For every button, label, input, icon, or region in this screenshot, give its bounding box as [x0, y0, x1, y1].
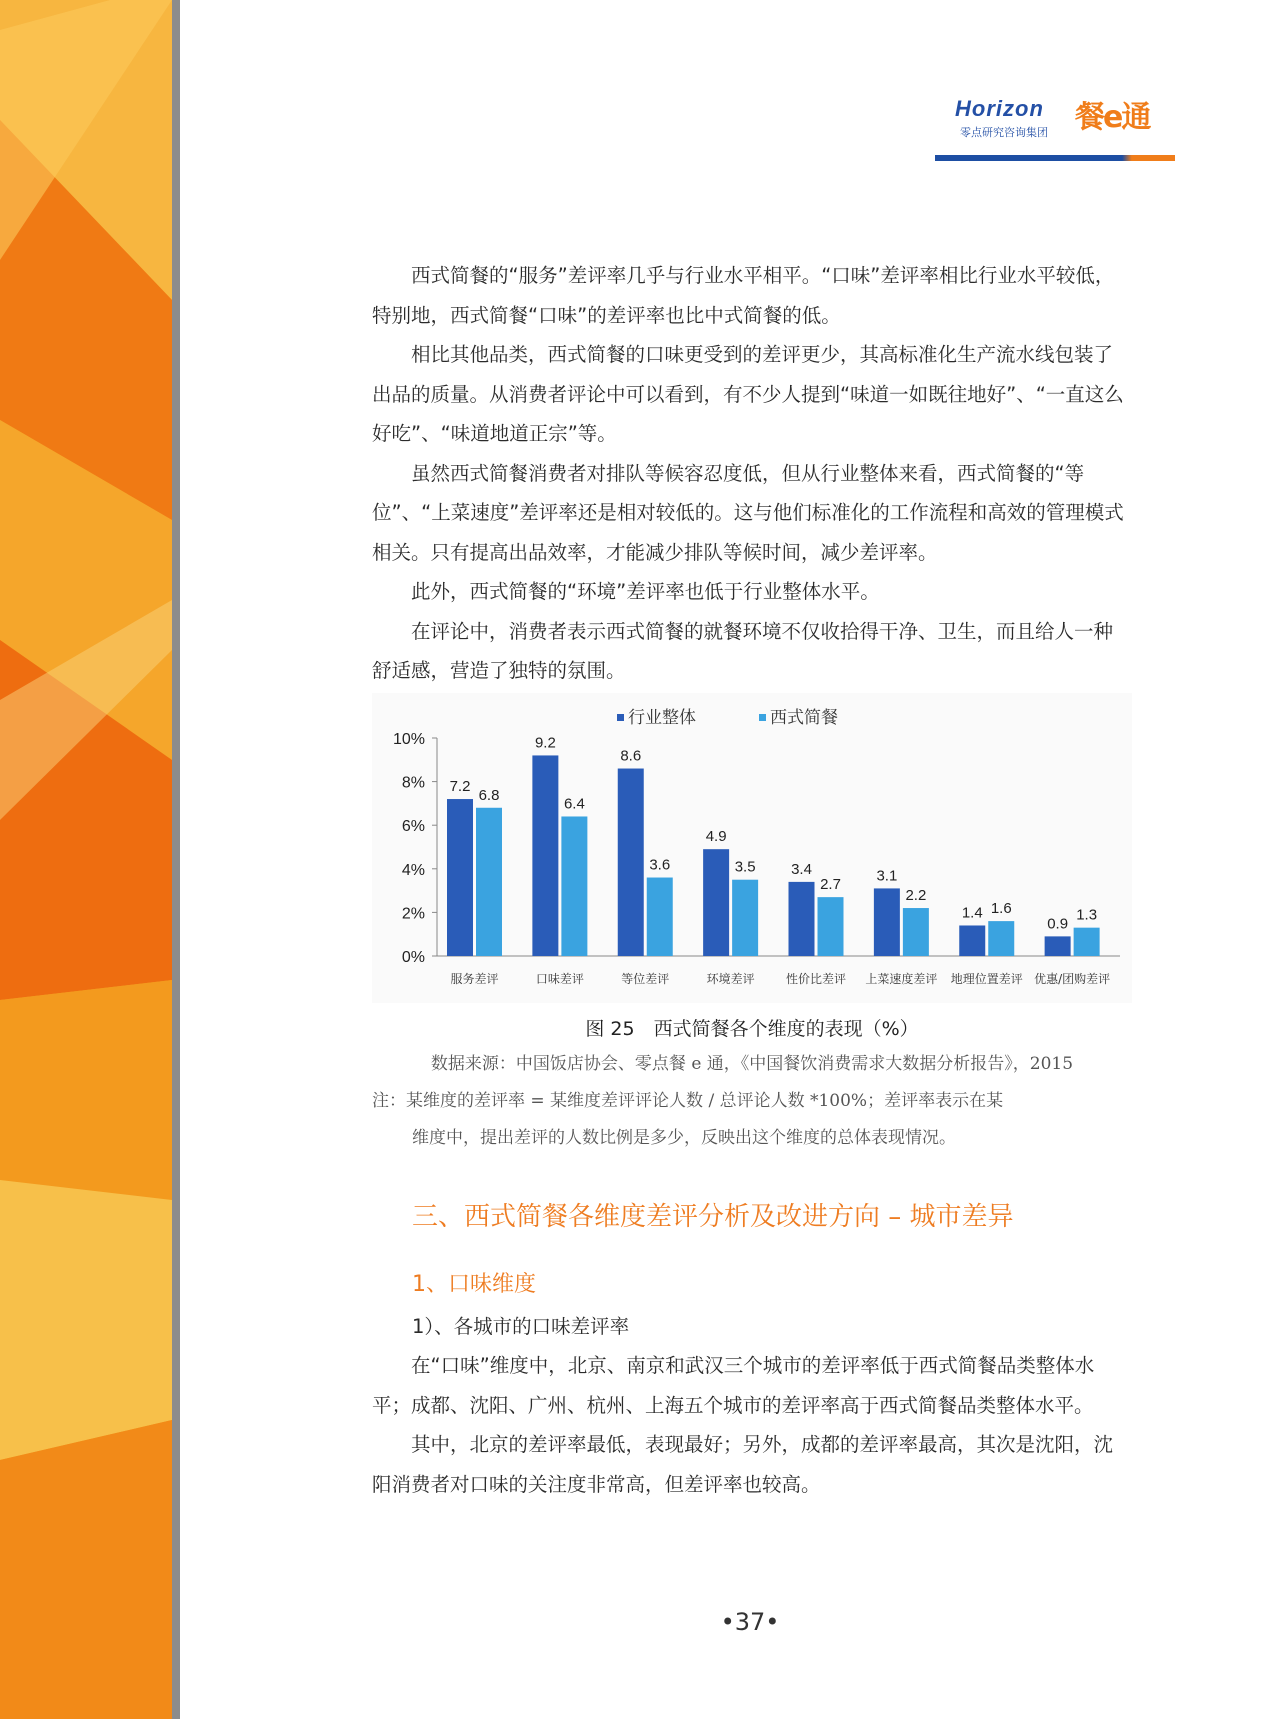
bar	[818, 897, 844, 956]
bar	[903, 908, 929, 956]
legend-swatch	[759, 714, 766, 721]
logo-partner: 餐e通	[1075, 100, 1150, 135]
x-tick-label: 等位差评	[621, 972, 670, 986]
header-logo	[935, 88, 1175, 168]
figure-note-line2: 维度中，提出差评的人数比例是多少，反映出这个维度的总体表现情况。	[412, 1128, 956, 1148]
bar	[789, 882, 815, 956]
body-text-bottom	[372, 1346, 1132, 1504]
data-label: 1.4	[961, 904, 983, 922]
body-text-top	[372, 256, 1132, 691]
page-number: •37•	[720, 1608, 780, 1636]
data-label: 1.3	[1076, 906, 1098, 924]
bar	[647, 878, 673, 956]
bar	[532, 755, 558, 956]
x-tick-label: 口味差评	[535, 972, 584, 986]
y-tick-label: 2%	[401, 905, 425, 923]
data-label: 9.2	[534, 734, 556, 752]
section-subsubheading: 1）、各城市的口味差评率	[412, 1315, 630, 1338]
data-label: 7.2	[449, 778, 471, 796]
data-label: 0.9	[1047, 915, 1069, 933]
legend-swatch	[617, 714, 624, 721]
section-heading: 三、西式简餐各维度差评分析及改进方向 – 城市差异	[412, 1202, 1014, 1232]
bar-chart	[372, 693, 1132, 1003]
legend-label: 行业整体	[628, 708, 696, 728]
bar	[1045, 936, 1071, 956]
paragraph: 在评论中，消费者表示西式简餐的就餐环境不仅收拾得干净、卫生，而且给人一种舒适感，营造了独特的氛围。	[372, 619, 1114, 682]
logo-underline	[935, 155, 1175, 161]
data-label: 6.8	[478, 786, 500, 804]
x-tick-label: 地理位置差评	[950, 972, 1023, 986]
bar	[618, 769, 644, 956]
bar	[959, 925, 985, 956]
figure-caption: 图 25 西式简餐各个维度的表现（%）	[585, 1018, 919, 1040]
data-label: 3.5	[734, 858, 756, 876]
y-tick-label: 10%	[392, 731, 425, 748]
side-divider	[172, 0, 180, 1719]
logo-brand: Horizon	[955, 96, 1044, 121]
data-label: 8.6	[620, 747, 642, 765]
data-label: 1.6	[990, 900, 1012, 918]
data-label: 4.9	[705, 828, 727, 846]
paragraph: 虽然西式简餐消费者对排队等候容忍度低，但从行业整体来看，西式简餐的“等位”、“上菜速度”差评率还是相对较低的。这与他们标准化的工作流程和高效的管理模式相关。只有提高出品效率，才能减少排队等候时间，减少差评率。	[372, 461, 1124, 564]
bar	[447, 799, 473, 956]
data-label: 3.4	[791, 860, 812, 878]
paragraph: 相比其他品类，西式简餐的口味更受到的差评更少，其高标准化生产流水线包装了出品的质量。从消费者评论中可以看到，有不少人提到“味道一如既往地好”、“一直这么好吃”、“味道地道正宗”等。	[372, 343, 1124, 445]
y-tick-label: 4%	[401, 861, 425, 879]
data-label: 2.2	[905, 887, 927, 905]
logo-subtitle: 零点研究咨询集团	[960, 126, 1048, 139]
bar	[561, 816, 587, 956]
data-label: 6.4	[563, 795, 585, 813]
section-subheading: 1、口味维度	[412, 1272, 536, 1297]
figure-source: 数据来源：中国饭店协会、零点餐 e 通，《中国餐饮消费需求大数据分析报告》，2015	[430, 1054, 1074, 1074]
paragraph: 此外，西式简餐的“环境”差评率也低于行业整体水平。	[411, 580, 880, 603]
data-label: 3.6	[649, 856, 671, 874]
x-tick-label: 服务差评	[450, 972, 499, 986]
x-tick-label: 优惠/团购差评	[1034, 972, 1111, 986]
bar	[476, 808, 502, 956]
x-tick-label: 性价比差评	[785, 972, 847, 986]
paragraph: 其中，北京的差评率最低，表现最好；另外，成都的差评率最高，其次是沈阳，沈阳消费者对口味的关注度非常高，但差评率也较高。	[372, 1433, 1114, 1496]
bar	[988, 921, 1014, 956]
bar	[703, 849, 729, 956]
paragraph: 西式简餐的“服务”差评率几乎与行业水平相平。“口味”差评率相比行业水平较低，特别地，西式简餐“口味”的差评率也比中式简餐的低。	[372, 264, 1115, 327]
y-tick-label: 8%	[401, 774, 425, 792]
data-label: 3.1	[876, 867, 898, 885]
figure-note-line1: 注：某维度的差评率 = 某维度差评评论人数 / 总评论人数 *100%；差评率表示在某	[372, 1091, 1004, 1111]
y-tick-label: 6%	[401, 818, 425, 836]
bar	[874, 888, 900, 956]
x-tick-label: 环境差评	[706, 972, 755, 986]
legend-label: 西式简餐	[770, 708, 838, 728]
data-label: 2.7	[820, 876, 841, 894]
x-tick-label: 上菜速度差评	[865, 972, 938, 986]
paragraph: 在“口味”维度中，北京、南京和武汉三个城市的差评率低于西式简餐品类整体水平；成都、沈阳、广州、杭州、上海五个城市的差评率高于西式简餐品类整体水平。	[372, 1354, 1095, 1417]
bar-chart-svg	[372, 693, 1132, 1003]
y-tick-label: 0%	[401, 949, 425, 966]
decorative-side-band	[0, 0, 172, 1719]
bar	[1074, 928, 1100, 956]
bar	[732, 880, 758, 956]
side-band-graphic	[0, 0, 172, 1719]
